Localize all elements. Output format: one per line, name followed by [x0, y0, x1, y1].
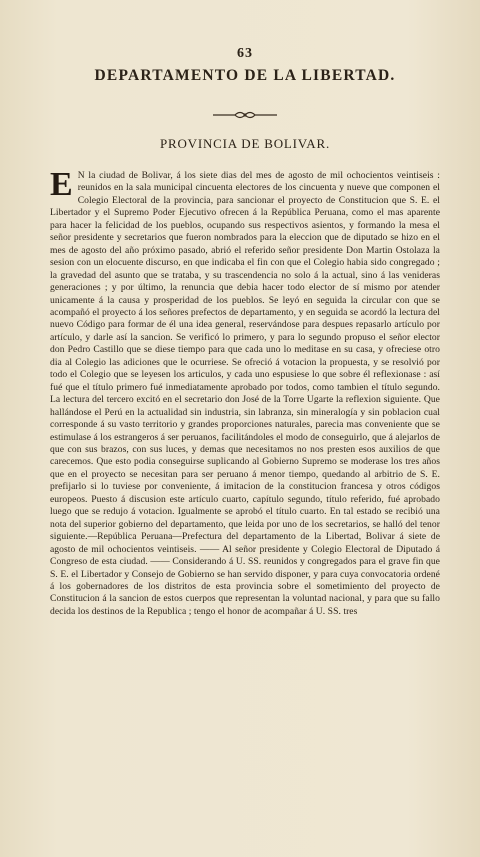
drop-cap: E — [50, 166, 73, 203]
department-title: DEPARTAMENTO DE LA LIBERTAD. — [94, 67, 396, 84]
ornament-divider-icon — [213, 110, 277, 120]
body-paragraph — [50, 166, 440, 618]
body-text: N la ciudad de Bolivar, á los siete dias del mes de agosto de mil ochocientos veintiseis : reunidos en la sala municipal cincuenta electores de los cincuenta y nueve que componen el Colegio Electoral de la provincia, para sancionar el proyecto de Constitucion que S. E. el Libertador y el Supremo Poder Ejecutivo ofrecen á la República Peruana, como el mas aparente para hacer la felicidad de los pueblos, ocupando sus respectivos asientos, y formando la mesa el señor presidente y secretarios que fueron nombrados para la eleccion que de diputado se hizo en el mes de agosto del año próximo pasado, abrió el referido señor presidente Don Martin Ostolaza la sesion con un elocuente discurso, en que indicaba el fin con que el Colegio habia sido congregado ; la gravedad del asunto que se trataba, y su trascendencia no solo á la actual, sino á las venideras generaciones ; y por último, la renuncia que debia hacer todo elector de sí mismo por atender unicamente á la causa y prosperidad de los pueblos. Se leyó en seguida la circular con que se acompañó el proyecto á los señores prefectos de departamento, y en seguida se acordó la lectura del nuevo Código para formar de él una idea general, reservándose para despues repasarlo artículo por artículo, y darle así la sancion. Se verificó lo primero, y para lo segundo propuso el señor elector don Pedro Castillo que se diese tiempo para que cada uno lo meditase en su casa, y ofreciese otro dia al Colegio las adiciones que le ocurriese. Se ofreció á votacion la propuesta, y se resolvió por todo el Colegio que se leyesen los articulos, y cada uno espusiese lo que sobre él reflexionase : así fué que el título primero fué inmediatamente aprobado por todos, como tambien el título segundo. La lectura del tercero excitó en el secretario don José de la Torre Ugarte la reflexion siguiente. Que hallándose el Perú en la actualidad sin industria, sin labranza, sin mineralogía y sin poblacion cual corresponde á su vasto territorio y grandes proporciones naturales, parecia mas conveniente que se estimulase á los estrangeros á ser peruanos, facilitándoles el modo de conseguirlo, que á alejarlos de que con sus brazos, con sus luces, y demas que necesitamos no nos presten esos auxilios de que carecemos. Que esto podia conseguirse suplicando al Gobierno Supremo se moderase los tres años que en el proyecto se necesitan para ser peruano á menor tiempo, quedando al arbitrio de S. E. prefijarlo si lo tuviese por conveniente, á imitacion de la constitucion francesa y otros códigos europeos. Puesto á discusion este artículo cuarto, capítulo segundo, título referido, fué aprobado luego que se redujo á votacion. Igualmente se aprobó el título cuarto. En tal estado se recibió una nota del superior gobierno del departamento, que leida por uno de los secretarios, se halló del tenor siguiente.—República Peruana—Prefectura del departamento de la Libertad, Bolivar á siete de agosto de mil ochocientos veintiseis. —— Al señor presidente y Colegio Electoral de Diputado á Congreso de esta ciudad. —— Considerando á U. SS. reunidos y congregados para el grave fin que S. E. el Libertador y Consejo de Gobierno se han servido disponer, y para cuya convocatoria ordené á los gobernadores de los distritos de esta provincia sobre el sometimiento del proyecto de Constitucion á la sancion de estos cuerpos que representan la voluntad nacional, y para que su fallo decida los destinos de la Republica ; tengo el honor de acompañar á U. SS. tres — [50, 170, 440, 617]
ornament-divider — [50, 110, 440, 120]
page-number: 63 — [237, 46, 253, 61]
province-title: PROVINCIA DE BOLIVAR. — [159, 136, 331, 151]
